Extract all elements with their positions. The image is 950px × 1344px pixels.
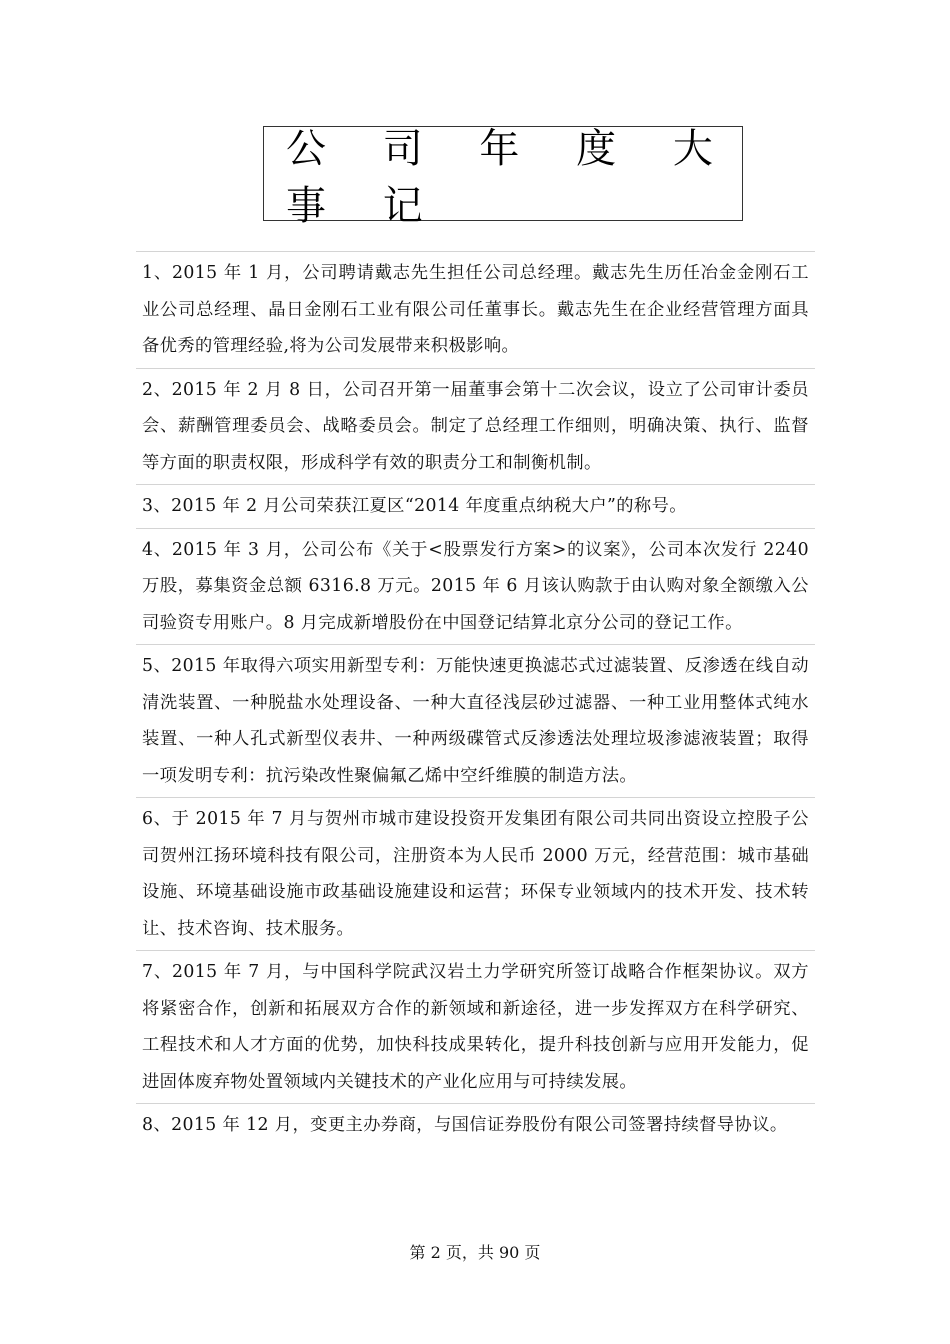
page-footer: 第 2 页，共 90 页 [409,1243,541,1262]
page-title: 公 司 年 度 大 事 记 [286,125,735,229]
event-list [136,251,815,1147]
event-item-6: 6、于 2015 年 7 月与贺州市城市建设投资开发集团有限公司共同出资设立控股子公司贺州江扬环境科技有限公司，注册资本为人民币 2000 万元，经营范围：城市基础设施、环境基础设施市政基础设施建设和运营；环保专业领域内的技术开发、技术转让、技术咨询、技术服务。 [136,798,815,951]
title-box [263,125,743,229]
event-item-4: 4、2015 年 3 月，公司公布《关于<股票发行方案>的议案》，公司本次发行 2240 万股，募集资金总额 6316.8 万元。2015 年 6 月该认购款于由认购对象全额缴入公司验资专用账户。8 月完成新增股份在中国登记结算北京分公司的登记工作。 [136,529,815,646]
event-item-5: 5、2015 年取得六项实用新型专利：万能快速更换滤芯式过滤装置、反渗透在线自动清洗装置、一种脱盐水处理设备、一种大直径浅层砂过滤器、一种工业用整体式纯水装置、一种人孔式新型仪表井、一种两级碟管式反渗透法处理垃圾渗滤液装置；取得一项发明专利：抗污染改性聚偏氟乙烯中空纤维膜的制造方法。 [136,645,815,798]
event-item-1: 1、2015 年 1 月，公司聘请戴志先生担任公司总经理。戴志先生历任冶金金刚石工业公司总经理、晶日金刚石工业有限公司任董事长。戴志先生在企业经营管理方面具备优秀的管理经验,将为公司发展带来积极影响。 [136,252,815,369]
event-item-2: 2、2015 年 2 月 8 日，公司召开第一届董事会第十二次会议，设立了公司审计委员会、薪酬管理委员会、战略委员会。制定了总经理工作细则，明确决策、执行、监督等方面的职责权限，形成科学有效的职责分工和制衡机制。 [136,369,815,486]
event-item-3: 3、2015 年 2 月公司荣获江夏区“2014 年度重点纳税大户”的称号。 [136,485,815,529]
event-item-7: 7、2015 年 7 月，与中国科学院武汉岩土力学研究所签订战略合作框架协议。双方将紧密合作，创新和拓展双方合作的新领域和新途径，进一步发挥双方在科学研究、工程技术和人才方面的优势，加快科技成果转化，提升科技创新与应用开发能力，促进固体废弃物处置领域内关键技术的产业化应用与可持续发展。 [136,951,815,1104]
event-item-8: 8、2015 年 12 月，变更主办券商，与国信证券股份有限公司签署持续督导协议。 [142,1115,788,1135]
